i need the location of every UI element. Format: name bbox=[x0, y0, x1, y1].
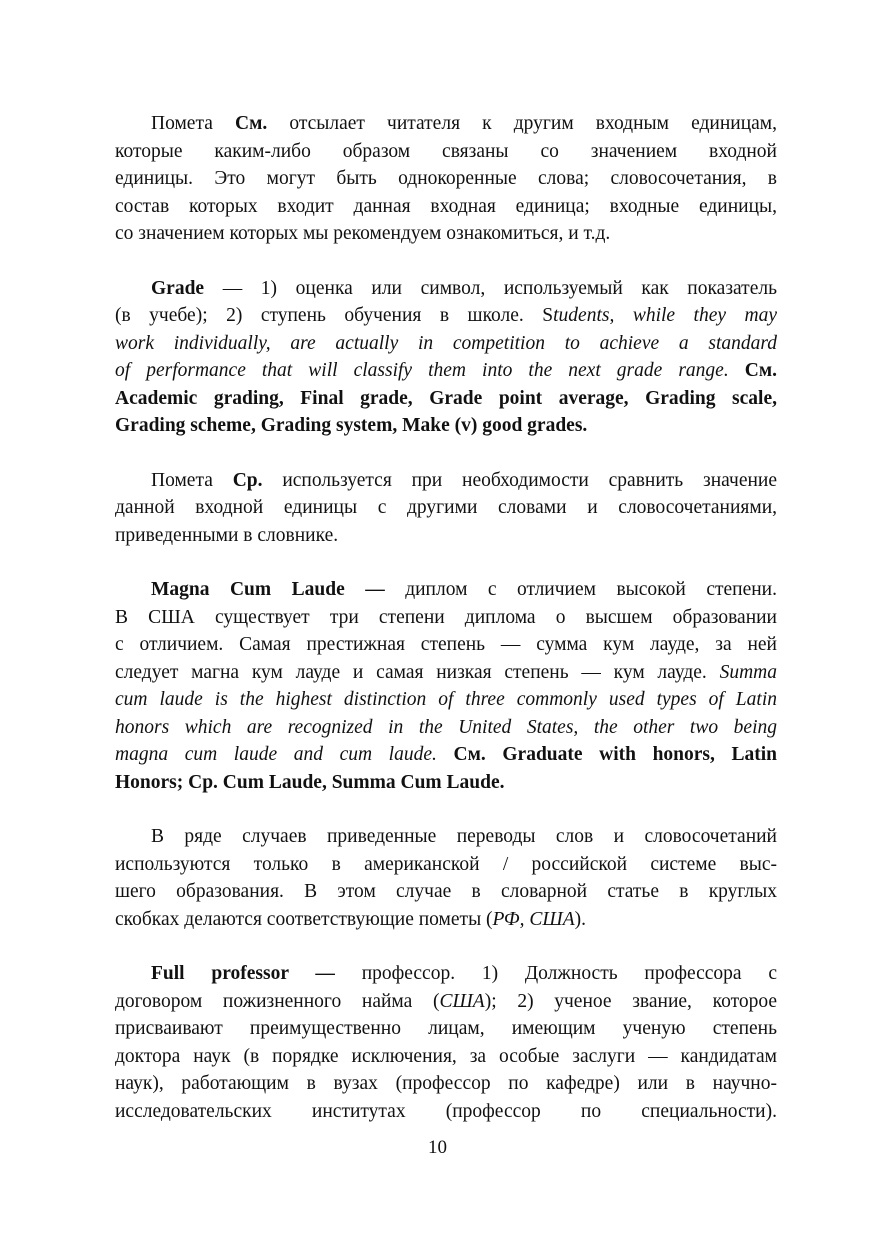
text-line bbox=[115, 138, 777, 166]
text-run: шего образования. В этом случае в словарной статье в круглых bbox=[115, 881, 777, 902]
text-run: отсылает читателя к другим входным единицам, bbox=[267, 113, 777, 134]
italic-text: magna cum laude and cum laude. bbox=[115, 744, 437, 765]
text-line bbox=[115, 220, 777, 248]
text-line bbox=[115, 357, 777, 385]
text-run: исследовательских институтах (профессор по специальности). bbox=[115, 1100, 777, 1122]
text-run: приведенными в словнике. bbox=[115, 524, 339, 546]
text-line bbox=[115, 714, 777, 742]
text-run: состав которых входит данная входная единица; входные единицы, bbox=[115, 195, 777, 217]
text-line bbox=[115, 631, 777, 659]
text-line bbox=[115, 165, 777, 193]
text-line bbox=[115, 494, 777, 522]
text-line bbox=[115, 960, 777, 988]
text-run: присваивают преимущественно лицам, имеющим ученую степень bbox=[115, 1018, 777, 1039]
text-line bbox=[115, 1043, 777, 1071]
italic-text: tudents, while they may bbox=[553, 305, 778, 326]
text-line bbox=[115, 1015, 777, 1043]
text-line bbox=[115, 275, 777, 303]
bold-text: Grading scheme, Grading system, Make (v) good grades. bbox=[115, 415, 588, 436]
bold-text: Magna Cum Laude — bbox=[151, 579, 385, 600]
page-number: 10 bbox=[428, 1137, 447, 1158]
italic-text: РФ, США bbox=[492, 908, 575, 930]
text-run bbox=[729, 360, 745, 381]
text-run: следует магна кум лауде и самая низкая степень — кум лауде. bbox=[115, 661, 720, 683]
text-line bbox=[115, 193, 777, 221]
text-line bbox=[115, 522, 777, 550]
text-run: ); 2) ученое звание, которое bbox=[484, 990, 777, 1012]
text-line bbox=[115, 686, 777, 714]
text-line bbox=[115, 467, 777, 495]
text-line bbox=[115, 604, 777, 632]
text-line bbox=[115, 385, 777, 413]
text-run: — 1) оценка или символ, используемый как показатель bbox=[204, 277, 777, 299]
text-line bbox=[115, 741, 777, 769]
italic-text: cum laude is the highest distinction of three commonly used types of Latin bbox=[115, 689, 777, 710]
text-line bbox=[115, 330, 777, 358]
text-line bbox=[115, 906, 777, 934]
text-run: наук), работающим в вузах (профессор по кафедре) или в научно- bbox=[115, 1073, 777, 1094]
paragraph bbox=[115, 467, 777, 550]
text-run: со значением которых мы рекомендуем ознакомиться, и т.д. bbox=[115, 223, 611, 244]
page-body bbox=[115, 110, 777, 1152]
bold-text: Grade bbox=[151, 277, 205, 299]
text-line bbox=[115, 412, 777, 440]
text-run: единицы. Это могут быть однокоренные слова; словосочетания, в bbox=[115, 168, 777, 189]
text-line bbox=[115, 576, 777, 604]
text-line bbox=[115, 823, 777, 851]
italic-text: honors which are recognized in the United States, the other two being bbox=[115, 716, 777, 738]
bold-text: Academic grading, Final grade, Grade point average, Grading scale, bbox=[115, 387, 777, 409]
paragraph bbox=[115, 823, 777, 933]
italic-text: work individually, are actually in competition to achieve a standard bbox=[115, 332, 777, 354]
text-run: данной входной единицы с другими словами и словосочетаниями, bbox=[115, 497, 777, 518]
text-line bbox=[115, 659, 777, 687]
paragraph bbox=[115, 960, 777, 1125]
text-run: которые каким-либо образом связаны со значением входной bbox=[115, 140, 777, 162]
paragraph bbox=[115, 110, 777, 248]
text-run: ). bbox=[574, 908, 586, 930]
text-run: профессор. 1) Должность профессора с bbox=[334, 963, 777, 984]
italic-text: США bbox=[439, 990, 485, 1012]
text-run: Помета bbox=[151, 113, 235, 134]
text-line bbox=[115, 1070, 777, 1098]
text-line bbox=[115, 302, 777, 330]
text-run: скобках делаются соответствующие пометы ( bbox=[115, 908, 493, 930]
text-line bbox=[115, 988, 777, 1016]
text-run: (в учебе); 2) ступень обучения в школе. S bbox=[115, 305, 554, 326]
paragraph bbox=[115, 275, 777, 440]
text-run: договором пожизненного найма ( bbox=[115, 990, 440, 1012]
text-line bbox=[115, 769, 777, 797]
italic-text: of performance that will classify them into the next grade range. bbox=[115, 360, 729, 381]
text-line bbox=[115, 1098, 777, 1126]
paragraph bbox=[115, 576, 777, 796]
text-run: используется при необходимости сравнить значение bbox=[262, 469, 778, 491]
text-line bbox=[115, 851, 777, 879]
bold-text: См. bbox=[744, 360, 777, 381]
text-run: В ряде случаев приведенные переводы слов и словосочетаний bbox=[151, 826, 777, 847]
italic-text: Summa bbox=[719, 661, 777, 683]
text-run: Помета bbox=[151, 469, 233, 491]
bold-text: Ср. bbox=[232, 469, 263, 491]
bold-text: Full professor — bbox=[151, 963, 335, 984]
text-run: с отличием. Самая престижная степень — сумма кум лауде, за ней bbox=[115, 634, 777, 655]
bold-text: Honors; Ср. Cum Laude, Summa Cum Laude. bbox=[115, 771, 505, 793]
text-run: диплом с отличием высокой степени. bbox=[384, 579, 777, 600]
bold-text: См. Graduate with honors, Latin bbox=[453, 744, 778, 765]
text-run: используются только в американской / российской системе выс- bbox=[115, 853, 777, 875]
text-run: В США существует три степени диплома о высшем образовании bbox=[115, 606, 777, 628]
text-line bbox=[115, 110, 777, 138]
text-run bbox=[437, 744, 454, 765]
text-line bbox=[115, 878, 777, 906]
bold-text: См. bbox=[234, 113, 268, 134]
text-run: доктора наук (в порядке исключения, за особые заслуги — кандидатам bbox=[115, 1045, 777, 1067]
